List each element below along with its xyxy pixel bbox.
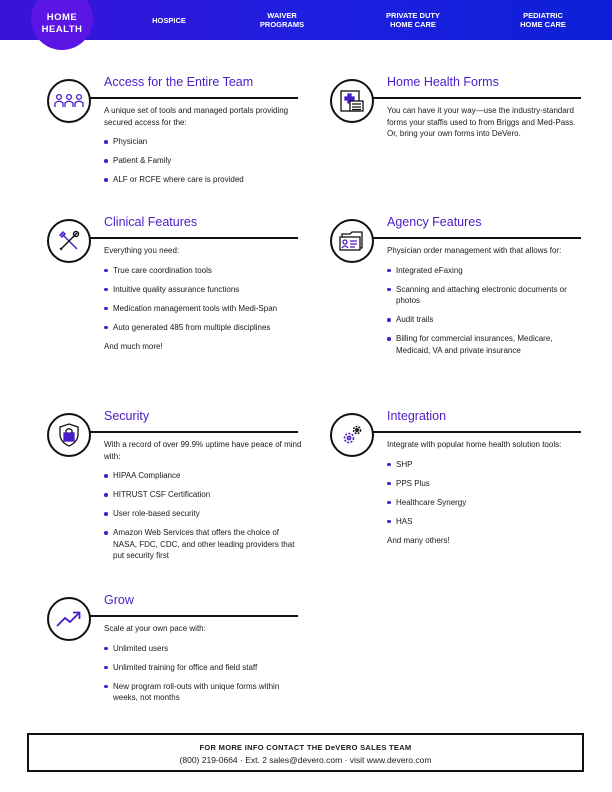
list-item: PPS Plus (387, 478, 587, 490)
bullet-list (104, 136, 304, 186)
list-item: Billing for commercial insurances, Medicare, Medicaid, VA and private insurance (387, 333, 587, 356)
list-item: Patient & Family (104, 155, 304, 167)
nav-label: PROGRAMS (259, 20, 305, 29)
list-item: Intuitive quality assurance functions (104, 284, 304, 296)
section-divider (352, 97, 581, 99)
section-body (387, 245, 587, 364)
list-item: ALF or RCFE where care is provided (104, 174, 304, 186)
nav-label: HOSPICE (152, 15, 186, 25)
list-item: User role-based security (104, 508, 304, 520)
nav-label: HOME (46, 12, 78, 23)
list-item: Audit trails (387, 314, 587, 326)
section-body (104, 245, 304, 360)
bullet-list (387, 265, 587, 357)
footer-heading: FOR MORE INFO CONTACT THE DeVERO SALES TEAM (199, 743, 412, 752)
list-item: Physician (104, 136, 304, 148)
list-item: Auto generated 485 from multiple disciplines (104, 322, 304, 334)
section-title: Clinical Features (104, 215, 198, 229)
section-divider (69, 237, 298, 239)
trend-up-icon (47, 597, 91, 641)
section-closing: And many others! (387, 535, 450, 545)
section-title: Access for the Entire Team (104, 75, 254, 89)
medical-form-icon (330, 79, 374, 123)
section-body (387, 105, 587, 148)
section-title: Integration (387, 409, 447, 423)
bullet-list (104, 265, 304, 334)
section-intro: A unique set of tools and managed portals providing secured access for the: (104, 106, 289, 127)
section-intro: Physician order management with that allows for: (387, 246, 562, 255)
shield-lock-icon (47, 413, 91, 457)
footer-contact-line[interactable]: (800) 219-0664 · Ext. 2 sales@devero.com · visit www.devero.com (179, 755, 432, 765)
bullet-list (104, 470, 304, 562)
list-item: True care coordination tools (104, 265, 304, 277)
section-body (104, 105, 304, 193)
list-item: SHP (387, 459, 587, 471)
section-intro: With a record of over 99.9% uptime have peace of mind with: (104, 440, 302, 461)
team-icon (47, 79, 91, 123)
list-item: Scanning and attaching electronic documents or photos (387, 284, 587, 307)
id-card-icon (330, 219, 374, 263)
contact-footer (27, 733, 584, 772)
tools-icon (47, 219, 91, 263)
section-title: Home Health Forms (387, 75, 499, 89)
section-divider (352, 431, 581, 433)
list-item: HAS (387, 516, 587, 528)
section-title: Agency Features (387, 215, 482, 229)
section-title: Security (104, 409, 150, 423)
section-intro: You can have it your way—use the industry-standard forms your staffis used to from Briggs and Med-Pass. Or, bring your own forms into DeVero. (387, 106, 576, 138)
list-item: Healthcare Synergy (387, 497, 587, 509)
nav-label: PRIVATE DUTY (386, 11, 440, 20)
nav-label: HOME CARE (520, 20, 566, 29)
list-item: Amazon Web Services that offers the choice of NASA, FDC, CDC, and other leading providers that put security first (104, 527, 304, 562)
bullet-list (104, 643, 304, 704)
section-closing: And much more! (104, 341, 163, 351)
section-divider (352, 237, 581, 239)
section-divider (69, 615, 298, 617)
section-divider (69, 431, 298, 433)
section-intro: Scale at your own pace with: (104, 624, 206, 633)
section-intro: Integrate with popular home health solution tools: (387, 440, 562, 449)
nav-label: PEDIATRIC (523, 11, 563, 20)
nav-label: HOME CARE (390, 20, 436, 29)
nav-label: WAIVER (267, 11, 297, 20)
section-body (387, 439, 587, 554)
list-item: HITRUST CSF Certification (104, 489, 304, 501)
nav-hospice[interactable] (143, 0, 195, 40)
list-item: New program roll-outs with unique forms within weeks, not months (104, 681, 304, 704)
list-item: HIPAA Compliance (104, 470, 304, 482)
nav-home-health-active[interactable] (31, 0, 93, 50)
gears-icon (330, 413, 374, 457)
list-item: Medication management tools with Medi-Span (104, 303, 304, 315)
section-body (104, 439, 304, 569)
list-item: Unlimited users (104, 643, 304, 655)
section-divider (69, 97, 298, 99)
section-intro: Everything you need: (104, 246, 180, 255)
nav-label: HEALTH (41, 24, 83, 35)
nav-pediatric-home-care[interactable] (508, 0, 578, 40)
list-item: Integrated eFaxing (387, 265, 587, 277)
section-body (104, 623, 304, 711)
nav-private-duty-home-care[interactable] (376, 0, 450, 40)
section-title: Grow (104, 593, 134, 607)
list-item: Unlimited training for office and field staff (104, 662, 304, 674)
nav-waiver-programs[interactable] (250, 0, 314, 40)
bullet-list (387, 459, 587, 528)
